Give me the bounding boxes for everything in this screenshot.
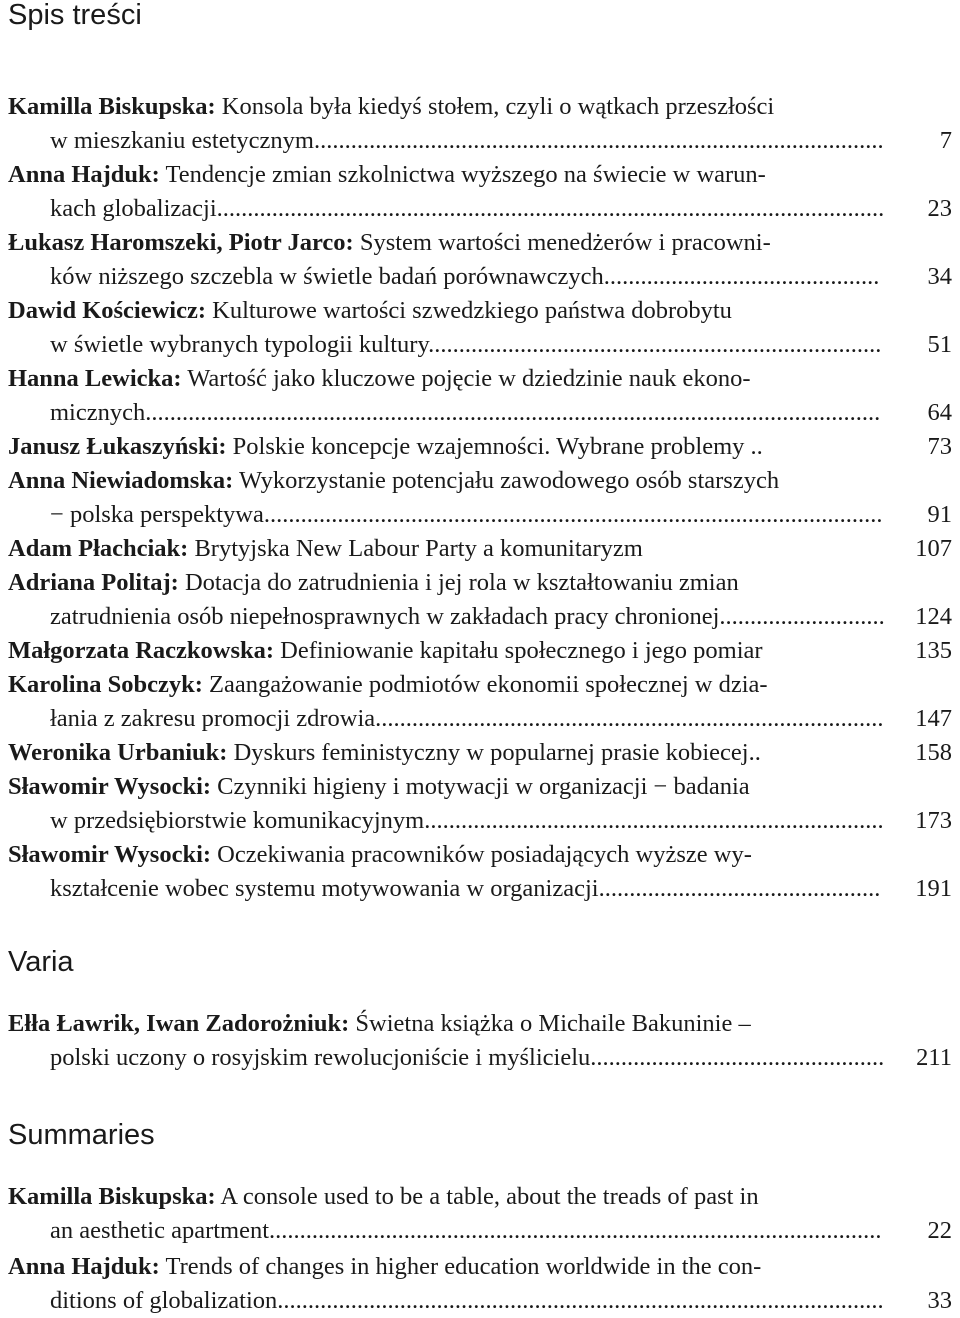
leader-dots: ............................................. xyxy=(603,263,880,290)
toc-entry[interactable] xyxy=(8,1250,960,1318)
entry-title-continued: łania z zakresu promocji zdrowia xyxy=(50,705,376,732)
toc-heading: Spis treści xyxy=(8,0,142,31)
entry-line xyxy=(8,294,960,328)
entry-title: Wykorzystanie potencjału zawodowego osób starszych xyxy=(233,467,780,494)
entry-line xyxy=(8,634,960,668)
entry-author: Małgorzata Raczkowska: xyxy=(8,637,275,664)
entry-line xyxy=(8,90,960,124)
entry-title: Definiowanie kapitału społecznego i jego pomiar xyxy=(274,637,763,664)
entry-line-continued xyxy=(8,396,960,430)
entry-line xyxy=(8,532,960,566)
entry-line xyxy=(8,430,960,464)
entry-title: Polskie koncepcje wzajemności. Wybrane problemy .. xyxy=(226,433,763,460)
entry-author: Hanna Lewicka: xyxy=(8,365,182,392)
entry-line-continued xyxy=(8,872,960,906)
entry-page-number: 135 xyxy=(915,637,952,664)
entry-page-number: 107 xyxy=(915,535,952,562)
entry-line xyxy=(8,770,960,804)
toc-entry[interactable] xyxy=(8,736,960,770)
entry-line-continued xyxy=(8,124,960,158)
toc-entry[interactable] xyxy=(8,838,960,906)
entry-author: Łukasz Haromszeki, Piotr Jarco: xyxy=(8,229,354,256)
leader-dots: ................................................................................... xyxy=(375,705,884,732)
entry-page-number: 158 xyxy=(915,739,952,766)
toc-entry[interactable] xyxy=(8,158,960,226)
entry-line-continued xyxy=(8,600,960,634)
entry-title-continued: ków niższego szczebla w świetle badań porównawczych xyxy=(50,263,604,290)
entry-author: Janusz Łukaszyński: xyxy=(8,433,227,460)
entry-page-number: 211 xyxy=(916,1044,952,1071)
entry-line-continued xyxy=(8,192,960,226)
entry-title: Czynniki higieny i motywacji w organizacji − badania xyxy=(211,773,750,800)
entry-title-continued: kach globalizacji xyxy=(50,195,217,222)
entry-line-continued xyxy=(8,1041,960,1075)
entry-page-number: 51 xyxy=(927,331,952,358)
entry-title: Konsola była kiedyś stołem, czyli o wątkach przeszłości xyxy=(215,93,775,120)
entry-line-continued xyxy=(8,1214,960,1248)
entry-title-continued: w mieszkaniu estetycznym xyxy=(50,127,314,154)
entry-line-continued xyxy=(8,260,960,294)
entry-line-continued xyxy=(8,702,960,736)
entry-line xyxy=(8,362,960,396)
leader-dots: .................................................................................................... xyxy=(269,1217,882,1244)
entry-page-number: 173 xyxy=(915,807,952,834)
leader-dots: ........................................................................................................................ xyxy=(145,399,881,426)
entry-line xyxy=(8,668,960,702)
entry-line xyxy=(8,1180,960,1214)
entry-page-number: 64 xyxy=(927,399,952,426)
toc-entry[interactable] xyxy=(8,532,960,566)
entry-author: Ełła Ławrik, Iwan Zadorożniuk: xyxy=(8,1010,350,1037)
entry-page-number: 22 xyxy=(927,1217,952,1244)
toc-entry[interactable] xyxy=(8,362,960,430)
entry-title: Wartość jako kluczowe pojęcie w dziedzinie nauk ekono- xyxy=(181,365,751,392)
toc-entry[interactable] xyxy=(8,90,960,158)
toc-entry[interactable] xyxy=(8,226,960,294)
entry-page-number: 34 xyxy=(927,263,952,290)
entry-title: Dotacja do zatrudnienia i jej rola w kształtowaniu zmian xyxy=(178,569,739,596)
toc-entry[interactable] xyxy=(8,294,960,362)
leader-dots: ........................................................................... xyxy=(424,807,884,834)
entry-title-continued: an aesthetic apartment xyxy=(50,1217,270,1244)
entry-line xyxy=(8,158,960,192)
toc-entry[interactable] xyxy=(8,464,960,532)
entry-page-number: 33 xyxy=(927,1287,952,1314)
entry-line xyxy=(8,1250,960,1284)
entry-title: System wartości menedżerów i pracowni- xyxy=(353,229,771,256)
entry-title-continued: w świetle wybranych typologii kultury xyxy=(50,331,429,358)
entry-line-continued xyxy=(8,1284,960,1318)
entry-title: Tendencje zmian szkolnictwa wyższego na świecie w warun- xyxy=(159,161,766,188)
entry-title: Zaangażowanie podmiotów ekonomii społecznej w dzia- xyxy=(202,671,768,698)
entry-line xyxy=(8,1007,960,1041)
entry-title-continued: micznych xyxy=(50,399,146,426)
entry-page-number: 91 xyxy=(927,501,952,528)
entry-title: Dyskurs feministyczny w popularnej prasie kobiecej.. xyxy=(227,739,761,766)
leader-dots: ..................................................................................................... xyxy=(263,501,883,528)
entry-title-continued: kształcenie wobec systemu motywowania w organizacji xyxy=(50,875,599,902)
entry-title-continued: ditions of globalization xyxy=(50,1287,278,1314)
entry-line xyxy=(8,566,960,600)
entry-title: Brytyjska New Labour Party a komunitaryzm xyxy=(188,535,643,562)
entry-title-continued: zatrudnienia osób niepełnosprawnych w zakładach pracy chronionej xyxy=(50,603,720,630)
entry-title: Oczekiwania pracowników posiadających wyższe wy- xyxy=(211,841,752,868)
entry-author: Karolina Sobczyk: xyxy=(8,671,203,698)
leader-dots: ............................................................................................. xyxy=(313,127,884,154)
entry-page-number: 147 xyxy=(915,705,952,732)
entry-author: Anna Hajduk: xyxy=(8,1253,160,1280)
entry-page-number: 191 xyxy=(915,875,952,902)
entry-author: Anna Hajduk: xyxy=(8,161,160,188)
entry-page-number: 73 xyxy=(927,433,952,460)
entry-author: Kamilla Biskupska: xyxy=(8,93,216,120)
entry-title: A console used to be a table, about the treads of past in xyxy=(215,1183,759,1210)
entry-line xyxy=(8,736,960,770)
entry-author: Weronika Urbaniuk: xyxy=(8,739,228,766)
entry-author: Adam Płachciak: xyxy=(8,535,189,562)
entry-line-continued xyxy=(8,804,960,838)
entry-line-continued xyxy=(8,328,960,362)
entry-title-continued: − polska perspektywa xyxy=(50,501,264,528)
toc-entry[interactable] xyxy=(8,430,960,464)
leader-dots: ................................................ xyxy=(590,1044,885,1071)
leader-dots: ................................................................................................... xyxy=(277,1287,884,1314)
entry-title: Trends of changes in higher education worldwide in the con- xyxy=(159,1253,762,1280)
varia-heading: Varia xyxy=(8,946,74,978)
entry-page-number: 124 xyxy=(915,603,952,630)
entry-author: Kamilla Biskupska: xyxy=(8,1183,216,1210)
entry-page-number: 7 xyxy=(939,127,952,154)
toc-entry[interactable] xyxy=(8,770,960,838)
toc-entry[interactable] xyxy=(8,1007,960,1075)
entry-author: Sławomir Wysocki: xyxy=(8,841,212,868)
entry-title-continued: polski uczony o rosyjskim rewolucjoniście i myślicielu xyxy=(50,1044,591,1071)
toc-entry[interactable] xyxy=(8,566,960,634)
toc-entry[interactable] xyxy=(8,668,960,736)
entry-title: Kulturowe wartości szwedzkiego państwa dobrobytu xyxy=(206,297,732,324)
summaries-heading: Summaries xyxy=(8,1119,155,1151)
entry-line xyxy=(8,838,960,872)
leader-dots: ........................... xyxy=(719,603,885,630)
toc-entry[interactable] xyxy=(8,1180,960,1248)
entry-line-continued xyxy=(8,498,960,532)
entry-title-continued: w przedsiębiorstwie komunikacyjnym xyxy=(50,807,425,834)
leader-dots: ............................................................................................................. xyxy=(216,195,885,222)
entry-author: Sławomir Wysocki: xyxy=(8,773,212,800)
leader-dots: .......................................................................... xyxy=(428,331,882,358)
entry-line xyxy=(8,226,960,260)
entry-author: Adriana Politaj: xyxy=(8,569,179,596)
leader-dots: .............................................. xyxy=(598,875,881,902)
entry-title: Świetna książka o Michaile Bakuninie – xyxy=(349,1010,751,1037)
entry-page-number: 23 xyxy=(927,195,952,222)
entry-author: Anna Niewiadomska: xyxy=(8,467,234,494)
entry-author: Dawid Kościewicz: xyxy=(8,297,206,324)
entry-line xyxy=(8,464,960,498)
toc-entry[interactable] xyxy=(8,634,960,668)
